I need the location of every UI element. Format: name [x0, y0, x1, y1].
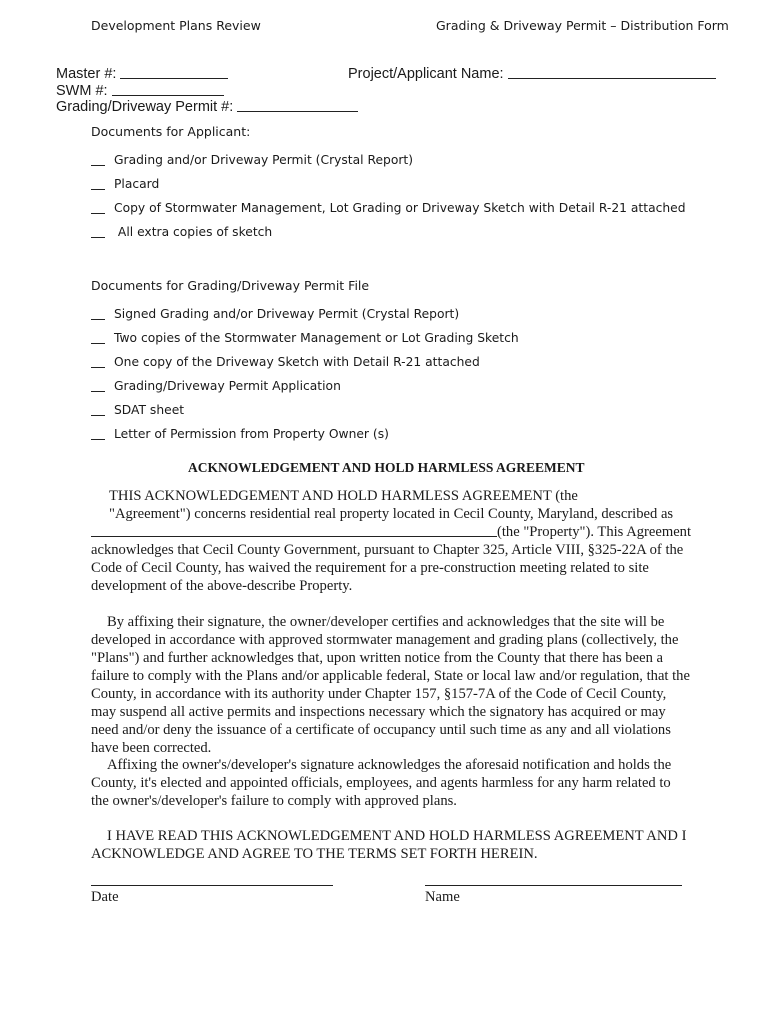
permit-label: Grading/Driveway Permit #: — [56, 99, 234, 115]
permit-field[interactable] — [56, 99, 358, 115]
master-blank[interactable] — [120, 66, 228, 79]
checklist-item[interactable]: Signed Grading and/or Driveway Permit (Crystal Report) — [91, 307, 459, 321]
checkbox-blank[interactable] — [91, 367, 105, 368]
checkbox-blank[interactable] — [91, 391, 105, 392]
name-signature-line[interactable] — [425, 885, 682, 886]
swm-field[interactable] — [56, 83, 224, 99]
applicant-docs-heading: Documents for Applicant: — [91, 124, 251, 139]
checkbox-blank[interactable] — [91, 213, 105, 214]
agreement-paragraph-1: THIS ACKNOWLEDGEMENT AND HOLD HARMLESS AGREEMENT (the "Agreement") concerns residential real property located in Cecil County, Maryland, described as (the "Property"). This Agreement acknowledges that Cecil County Government, pursuant to Chapter 325, Article VIII, §325-22A of the Code of Cecil County, has waived the requirement for a pre-construction meeting related to site development of the above-describe Property. — [91, 488, 692, 594]
master-field[interactable] — [56, 66, 228, 82]
checkbox-blank[interactable] — [91, 343, 105, 344]
permit-blank[interactable] — [237, 99, 358, 112]
swm-label: SWM #: — [56, 83, 108, 99]
header-right: Grading & Driveway Permit – Distribution Form — [436, 18, 729, 33]
agreement-paragraph-4: I HAVE READ THIS ACKNOWLEDGEMENT AND HOLD HARMLESS AGREEMENT AND I ACKNOWLEDGE AND AGREE TO THE TERMS SET FORTH HEREIN. — [91, 828, 687, 862]
checkbox-blank[interactable] — [91, 165, 105, 166]
name-label: Name — [425, 889, 460, 905]
date-label: Date — [91, 889, 119, 905]
checkbox-blank[interactable] — [91, 439, 105, 440]
agreement-paragraph-2: By affixing their signature, the owner/developer certifies and acknowledges that the site will be developed in accordance with approved stormwater management and grading plans (collectively, the "Plans") and further acknowledges that, upon written notice from the County that there has been a failure to comply with the Plans and/or applicable federal, State or local law and/or regulation, that the County, in accordance with its authority under Chapter 157, §157-7A of the Code of Cecil County, may suspend all active permits and inspections necessary which the signatory has acquired or may need and/or deny the issuance of a certificate of occupancy until such time as any and all violations have been corrected. — [91, 614, 690, 756]
agreement-paragraph-3: Affixing the owner's/developer's signature acknowledges the aforesaid notification and holds the County, it's elected and appointed officials, employees, and agents harmless for any harm related to the owner's/developer's failure to comply with approved plans. — [91, 757, 672, 809]
checkbox-blank[interactable] — [91, 415, 105, 416]
checklist-item[interactable]: Grading and/or Driveway Permit (Crystal Report) — [91, 153, 413, 167]
checkbox-blank[interactable] — [91, 319, 105, 320]
checklist-item[interactable]: Two copies of the Stormwater Management or Lot Grading Sketch — [91, 331, 519, 345]
checklist-item[interactable]: Letter of Permission from Property Owner (s) — [91, 427, 389, 441]
checklist-item[interactable]: One copy of the Driveway Sketch with Detail R-21 attached — [91, 355, 480, 369]
date-signature-line[interactable] — [91, 885, 333, 886]
swm-blank[interactable] — [112, 83, 224, 96]
checklist-item[interactable]: SDAT sheet — [91, 403, 184, 417]
checklist-item[interactable]: Copy of Stormwater Management, Lot Grading or Driveway Sketch with Detail R-21 attached — [91, 201, 686, 215]
checklist-item[interactable]: Grading/Driveway Permit Application — [91, 379, 341, 393]
file-docs-heading: Documents for Grading/Driveway Permit File — [91, 278, 370, 293]
checklist-item[interactable]: Placard — [91, 177, 159, 191]
header-left: Development Plans Review — [91, 18, 261, 33]
agreement-title: ACKNOWLEDGEMENT AND HOLD HARMLESS AGREEMENT — [188, 460, 585, 475]
property-description-blank[interactable] — [91, 526, 497, 537]
checklist-item[interactable]: All extra copies of sketch — [91, 225, 272, 239]
project-label: Project/Applicant Name: — [348, 66, 504, 82]
project-blank[interactable] — [508, 66, 716, 79]
checkbox-blank[interactable] — [91, 237, 105, 238]
checkbox-blank[interactable] — [91, 189, 105, 190]
master-label: Master #: — [56, 66, 117, 82]
project-field[interactable] — [348, 66, 716, 82]
